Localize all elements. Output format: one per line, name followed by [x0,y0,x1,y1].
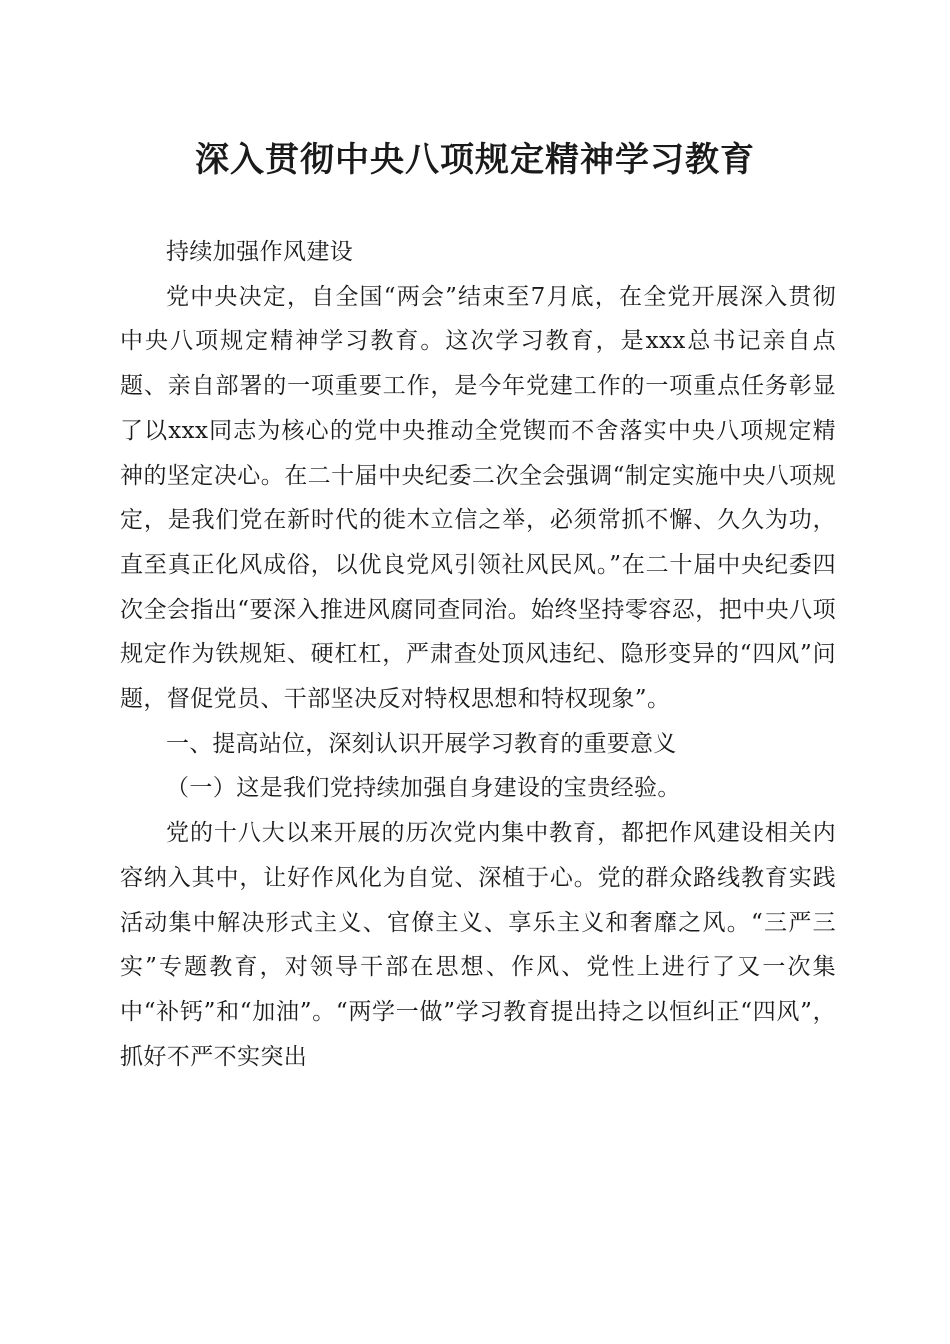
body-paragraph-2: 党的十八大以来开展的历次党内集中教育，都把作风建设相关内容纳入其中，让好作风化为自觉、深植于心。党的群众路线教育实践活动集中解决形式主义、官僚主义、享乐主义和奢靡之风。“三严三实”专题教育，对领导干部在思想、作风、党性上进行了又一次集中“补钙”和“加油”。“两学一做”学习教育提出持之以恒纠正“四风”，抓好不严不实突出 [120,820,836,1070]
intro-paragraph: 党中央决定，自全国“两会”结束至7月底，在全党开展深入贯彻中央八项规定精神学习教育。这次学习教育，是xxx总书记亲自点题、亲自部署的一项重要工作，是今年党建工作的一项重点任务彰显了以xxx同志为核心的党中央推动全党锲而不舍落实中央八项规定精神的坚定决心。在二十届中央纪委二次全会强调“制定实施中央八项规定，是我们党在新时代的徙木立信之举，必须常抓不懈、久久为功，直至真正化风成俗，以优良党风引领社风民风。”在二十届中央纪委四次全会指出“要深入推进风腐同查同治。始终坚持零容忍，把中央八项规定作为铁规矩、硬杠杠，严肃查处顶风违纪、隐形变异的“四风”问题，督促党员、干部坚决反对特权思想和特权现象”。 [120,283,836,713]
section-heading-1: 一、提高站位，深刻认识开展学习教育的重要意义 [166,730,677,757]
subsection-heading-1-1: （一）这是我们党持续加强自身建设的宝贵经验。 [166,775,681,802]
document-body [120,230,836,1079]
subtitle-paragraph: 持续加强作风建设 [166,239,354,265]
document-title: 深入贯彻中央八项规定精神学习教育 [195,140,755,180]
